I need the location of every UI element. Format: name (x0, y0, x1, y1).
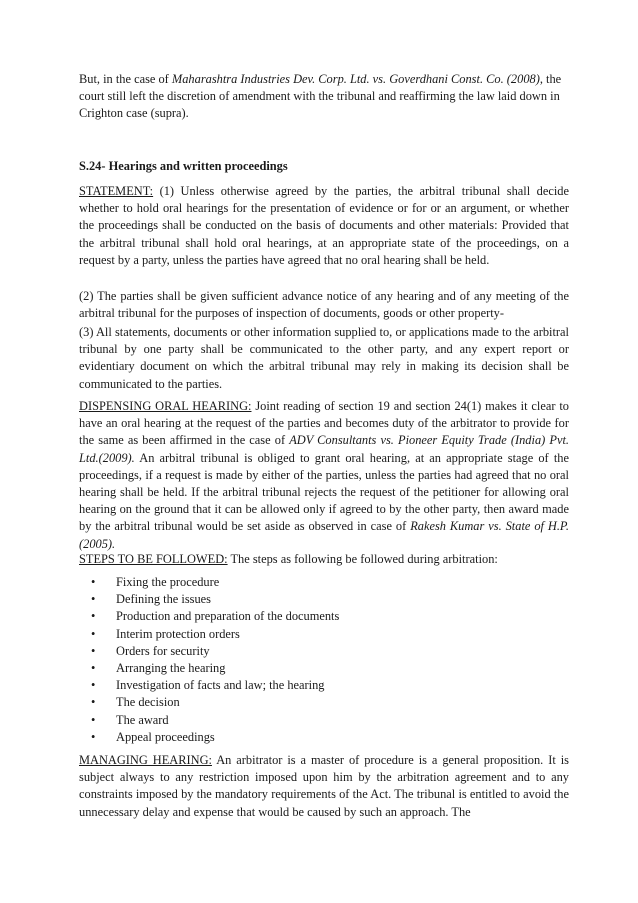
managing-text: An arbitrator is a master of procedure is a general proposition. It is subject always to any restriction imposed upon him by the arbitration agreement and to any constraints imposed by the mandatory requirements of the Act. The tribunal is entitled to avoid the unnecessary delay and expense that would be caused by such an approach. The (79, 753, 569, 819)
list-item (79, 574, 559, 591)
list-item (79, 608, 559, 625)
list-item-text: Appeal proceedings (116, 729, 215, 744)
list-item (79, 660, 559, 677)
managing-label: MANAGING HEARING: (79, 753, 212, 767)
list-item-text: Fixing the procedure (116, 575, 220, 589)
bullet-icon: • (91, 678, 96, 693)
bullet-icon: • (91, 660, 96, 675)
list-item (79, 712, 559, 729)
list-item (79, 591, 559, 608)
statement-paragraph-3: (3) All statements, documents or other information supplied to, or applications made to the arbitral tribunal by one party shall be communicated to the other party, and any expert report or evidentiary document on which the arbitral tribunal may rely in making its decision shall be communicated to the parties. (79, 325, 569, 391)
case-citation-maharashtra: Maharashtra Industries Dev. Corp. Ltd. vs. Goverdhani Const. Co. (2008) (171, 72, 540, 86)
list-item-text: Arranging the hearing (116, 660, 226, 675)
bullet-icon: • (91, 712, 96, 727)
statement-paragraph-2: (2) The parties shall be given sufficient advance notice of any hearing and of any meeting of the arbitral tribunal for the purposes of inspection of documents, goods or other property- (79, 289, 569, 321)
section-heading: S.24- Hearings and written proceedings (79, 159, 288, 173)
steps-intro (79, 551, 569, 568)
bullet-icon: • (91, 643, 96, 658)
statement-paragraph-1 (79, 183, 569, 269)
list-item (79, 729, 559, 746)
bullet-icon: • (91, 575, 96, 589)
list-item-text: Investigation of facts and law; the hearing (116, 678, 325, 693)
steps-label: STEPS TO BE FOLLOWED: (79, 552, 228, 566)
steps-list (79, 574, 559, 746)
dispensing-text-1: Joint reading of section 19 and section 24(1) makes it clear to have an oral hearing at the request of the parties and becomes duty of the arbitrator to provide for the same as been affirmed in the case of (79, 399, 569, 448)
list-item (79, 643, 559, 660)
list-item-text: Defining the issues (116, 592, 211, 607)
paragraph-maharashtra-case (79, 71, 569, 123)
list-item-text: The award (116, 712, 169, 727)
list-item (79, 694, 559, 711)
dispensing-label: DISPENSING ORAL HEARING: (79, 399, 252, 413)
dispensing-paragraph (79, 398, 569, 553)
list-item (79, 626, 559, 643)
list-item (79, 677, 559, 694)
bullet-icon: • (91, 592, 96, 607)
statement-label: STATEMENT: (79, 184, 154, 198)
list-item-text: The decision (116, 695, 180, 710)
bullet-icon: • (91, 609, 96, 624)
bullet-icon: • (91, 729, 96, 744)
steps-intro-text: The steps as following be followed during arbitration: (227, 552, 498, 566)
para1-text-post: , the court still left the discretion of amendment with the tribunal and reaffirming the law laid down in Crighton case (supra). (79, 72, 562, 121)
list-item-text: Production and preparation of the documents (116, 609, 340, 624)
dispensing-text-2: An arbitral tribunal is obliged to grant oral hearing, at an appropriate stage of the proceedings, if a request is made by either of the parties, unless the parties had agreed that no oral hearing shall be held. If the arbitral tribunal rejects the request of the petitioner for allowing oral hearing on the ground that it can be allowed only if agreed to by the other party, then award made by the arbitral tribunal would be set aside as observed in case of (79, 450, 569, 534)
bullet-icon: • (91, 695, 96, 710)
managing-paragraph (79, 752, 569, 821)
para1-text-pre: But, in the case of (79, 72, 172, 86)
statement-text-1: (1) Unless otherwise agreed by the parties, the arbitral tribunal shall decide whether to hold oral hearings for the presentation of evidence or for or an argument, or whether the proceedings shall be conducted on the basis of documents and other materials: Provided that the arbitral tribunal shall hold oral hearings, at an appropriate state of the proceedings, on a request by a party, unless the parties have agreed that no oral hearing shall be held. (79, 184, 569, 267)
list-item-text: Orders for security (116, 643, 210, 658)
case-citation-adv: ADV Consultants vs. Pioneer Equity Trade (India) Pvt. Ltd.(2009). (79, 433, 569, 465)
case-citation-rakesh: Rakesh Kumar vs. State of H.P. (2005). (79, 519, 569, 551)
list-item-text: Interim protection orders (116, 626, 240, 641)
bullet-icon: • (91, 626, 96, 641)
